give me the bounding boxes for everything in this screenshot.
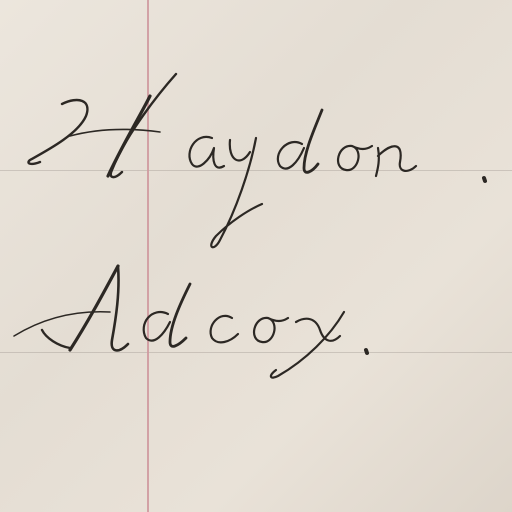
handwritten-word-haydon [28, 74, 485, 247]
handwritten-word-adcox [14, 266, 367, 378]
